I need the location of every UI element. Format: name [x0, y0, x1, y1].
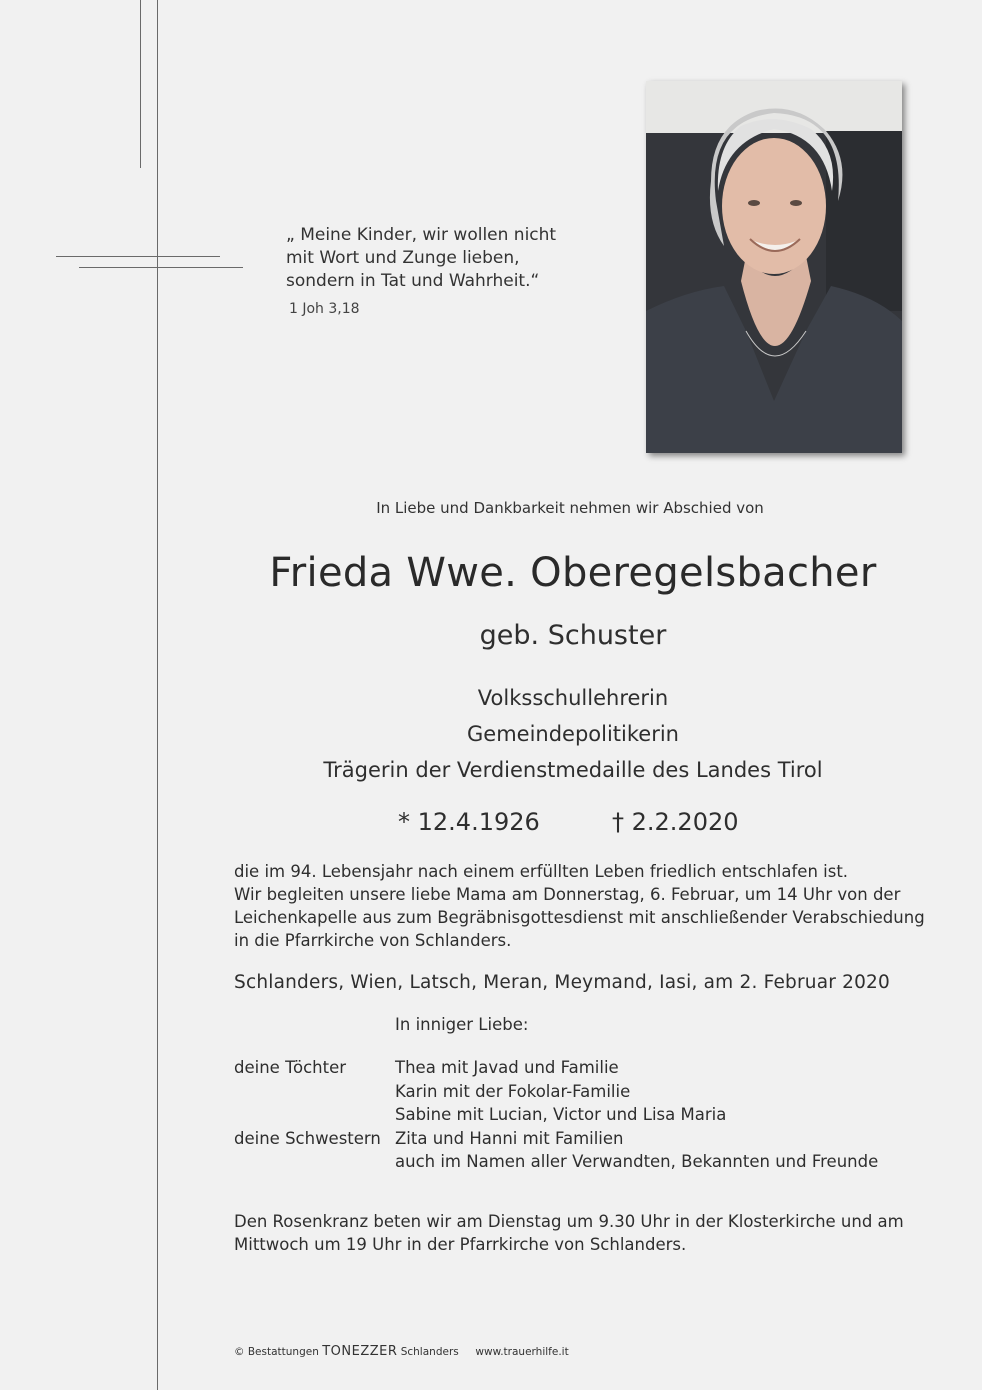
mourner-relation	[234, 1080, 395, 1104]
cross-horizontal-top	[56, 256, 220, 257]
mourner-relation: deine Schwestern	[234, 1128, 381, 1148]
in-loving-memory-label: In inniger Liebe:	[395, 1015, 529, 1034]
mourner-row	[234, 1103, 934, 1127]
mourner-names: Sabine mit Lucian, Victor und Lisa Maria	[395, 1105, 727, 1124]
rosary-line: Den Rosenkranz beten wir am Dienstag um 9.30 Uhr in der Klosterkirche und am	[234, 1212, 904, 1231]
portrait-photo	[646, 81, 902, 453]
places-and-date: Schlanders, Wien, Latsch, Meran, Meymand, Iasi, am 2. Februar 2020	[234, 972, 891, 993]
announcement-line: die im 94. Lebensjahr nach einem erfüllten Leben friedlich entschlafen ist.	[234, 862, 849, 881]
deceased-titles	[0, 680, 982, 788]
mourner-relation: deine Töchter	[234, 1058, 347, 1077]
footer-town: Schlanders	[400, 1346, 459, 1358]
funeral-announcement	[234, 860, 924, 952]
title-line: Gemeindepolitikerin	[467, 722, 679, 746]
announcement-line: Wir begleiten unsere liebe Mama am Donnerstag, 6. Februar, um 14 Uhr von der	[234, 885, 901, 904]
maiden-name: geb. Schuster	[479, 620, 667, 651]
death-date: † 2.2.2020	[612, 808, 739, 836]
rosary-line: Mittwoch um 19 Uhr in der Pfarrkirche von Schlanders.	[234, 1235, 687, 1254]
farewell-intro: In Liebe und Dankbarkeit nehmen wir Abschied von	[376, 499, 764, 517]
footer-credit	[234, 1344, 569, 1359]
quote-reference: 1 Joh 3,18	[289, 301, 360, 317]
quote-line: sondern in Tat und Wahrheit.“	[286, 271, 540, 291]
footer-brand: TONEZZER	[322, 1344, 398, 1359]
birth-date: * 12.4.1926	[398, 808, 540, 836]
announcement-line: in die Pfarrkirche von Schlanders.	[234, 931, 512, 950]
mourner-row	[234, 1150, 934, 1174]
title-line: Trägerin der Verdienstmedaille des Landes Tirol	[323, 758, 823, 782]
announcement-line: Leichenkapelle aus zum Begräbnisgottesdienst mit anschließender Verabschiedung	[234, 908, 925, 927]
mourner-names: Karin mit der Fokolar-Familie	[395, 1081, 631, 1101]
deceased-name: Frieda Wwe. Oberegelsbacher	[269, 550, 877, 596]
mourners-list	[234, 1056, 934, 1174]
rosary-notice	[234, 1210, 934, 1256]
quote-line: mit Wort und Zunge lieben,	[286, 248, 520, 268]
mourner-row	[234, 1080, 934, 1104]
mourner-names: Thea mit Javad und Familie	[395, 1058, 619, 1077]
title-line: Volksschullehrerin	[477, 686, 669, 710]
mourner-row	[234, 1056, 934, 1080]
footer-url[interactable]: www.trauerhilfe.it	[475, 1346, 569, 1358]
bible-quote	[286, 224, 606, 293]
mourner-names: auch im Namen aller Verwandten, Bekannten und Freunde	[395, 1152, 879, 1171]
mourner-names: Zita und Hanni mit Familien	[395, 1128, 624, 1148]
cross-horizontal-bottom	[79, 267, 243, 268]
mourner-relation	[234, 1103, 395, 1127]
quote-line: „ Meine Kinder, wir wollen nicht	[286, 225, 557, 245]
portrait-illustration	[646, 81, 902, 453]
footer-prefix: © Bestattungen	[234, 1346, 319, 1358]
mourner-relation	[234, 1150, 395, 1174]
mourner-row	[234, 1127, 934, 1151]
